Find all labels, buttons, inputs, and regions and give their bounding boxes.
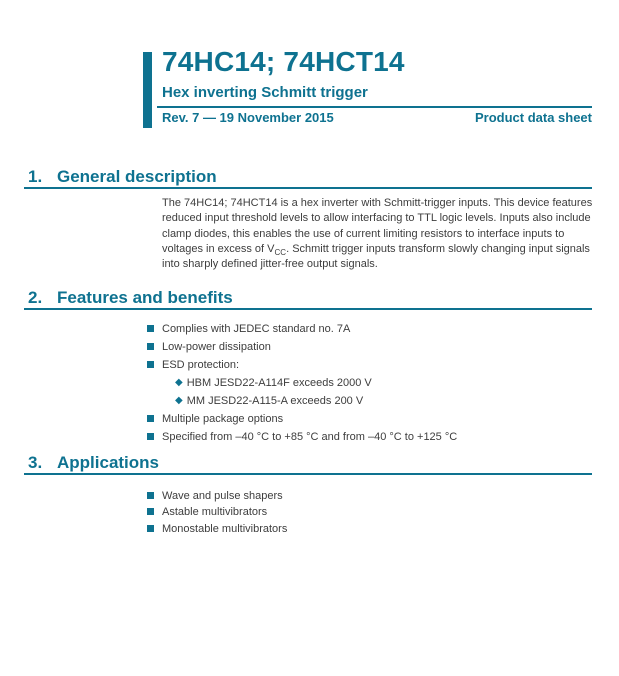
- section-title: Features and benefits: [57, 288, 233, 307]
- applications-list: [147, 489, 592, 538]
- paragraph-text: . Schmitt trigger inputs transform slowly changing input signals into sharply defined jitter-free output signals.: [162, 242, 590, 271]
- list-item-label: Monostable multivibrators: [162, 522, 288, 535]
- general-description-paragraph: [162, 196, 596, 272]
- list-item: [147, 430, 592, 444]
- list-item: [147, 340, 592, 354]
- list-item: [175, 376, 592, 390]
- list-item-label: ESD protection:: [162, 359, 240, 371]
- section-number: 1.: [28, 167, 43, 186]
- list-item: [147, 505, 592, 519]
- list-item: [147, 322, 592, 336]
- list-item-label: MM JESD22-A115-A exceeds 200 V: [186, 395, 364, 407]
- list-item-label: Specified from –40 °C to +85 °C and from –40 °C to +125 °C: [162, 431, 458, 443]
- square-bullet-icon: [147, 343, 154, 350]
- square-bullet-icon: [147, 415, 154, 422]
- square-bullet-icon: [147, 433, 154, 440]
- square-bullet-icon: [147, 525, 154, 532]
- list-item-label: Complies with JEDEC standard no. 7A: [162, 323, 351, 335]
- section-title: Applications: [57, 453, 160, 472]
- square-bullet-icon: [147, 325, 154, 332]
- doc-type-label: Product data sheet: [474, 110, 592, 125]
- list-item: [147, 489, 592, 503]
- list-item-label: Multiple package options: [162, 413, 284, 425]
- square-bullet-icon: [147, 508, 154, 515]
- document-header: [143, 46, 592, 129]
- document-subtitle: Hex inverting Schmitt trigger: [162, 84, 368, 101]
- section-number: 2.: [28, 288, 43, 307]
- section-number: 3.: [28, 453, 43, 472]
- square-bullet-icon: [147, 492, 154, 499]
- vcc-subscript: CC: [274, 248, 287, 258]
- diamond-bullet-icon: ◆: [175, 395, 183, 406]
- list-item-label: Low-power dissipation: [162, 341, 271, 353]
- features-list: [147, 322, 592, 448]
- list-item: [175, 394, 592, 408]
- paragraph-text: The 74HC14; 74HCT14 is a hex inverter with Schmitt-trigger inputs. This device features reduced input threshold levels to allow interfacing to TTL logic levels. Inputs also include clamp diodes, this enables the use of current limiting resistors to interface inputs to voltages in excess of V: [162, 197, 593, 255]
- list-item-label: Wave and pulse shapers: [162, 490, 283, 502]
- section-heading-general-description: [24, 167, 592, 189]
- list-item: [147, 522, 592, 536]
- section-title: General description: [57, 167, 217, 186]
- header-divider: [157, 106, 592, 108]
- section-heading-features-and-benefits: [24, 288, 592, 310]
- square-bullet-icon: [147, 361, 154, 368]
- list-item-label: Astable multivibrators: [162, 506, 268, 519]
- revision-row: [162, 111, 592, 125]
- list-item-label: HBM JESD22-A114F exceeds 2000 V: [186, 377, 372, 389]
- document-title: 74HC14; 74HCT14: [162, 46, 405, 77]
- accent-bar: [143, 52, 152, 128]
- list-item: [147, 358, 592, 372]
- list-item: [147, 412, 592, 426]
- section-heading-applications: [24, 453, 592, 475]
- diamond-bullet-icon: ◆: [175, 377, 183, 388]
- revision-text: Rev. 7 — 19 November 2015: [162, 110, 334, 125]
